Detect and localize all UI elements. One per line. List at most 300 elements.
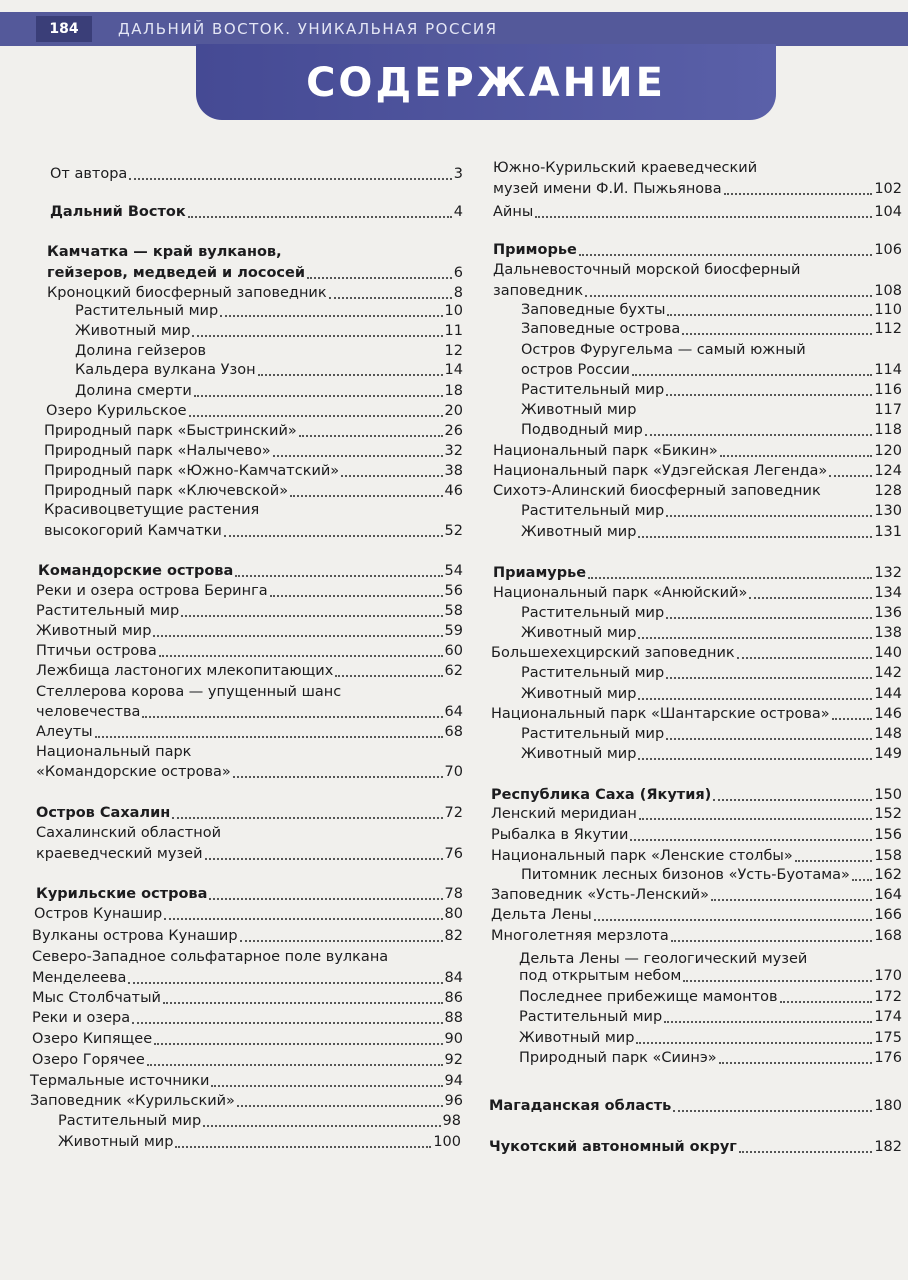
toc-entry-title: Приморье [493, 242, 577, 258]
toc-entry-title: Растительный мир [521, 605, 665, 621]
toc-entry-page: 130 [874, 503, 902, 519]
toc-entry[interactable] [521, 686, 902, 703]
toc-entry-title: Рыбалка в Якутии [491, 827, 629, 843]
toc-entry-title: Национальный парк «Ленские столбы» [491, 848, 793, 864]
toc-entry-page: 64 [444, 704, 463, 720]
toc-entry-page: 54 [444, 563, 463, 579]
toc-entry-title: Озеро Горячее [32, 1052, 145, 1068]
toc-entry-first-line: Дальневосточный морской биосферный [493, 262, 801, 278]
toc-entry[interactable] [38, 563, 463, 580]
toc-entry[interactable] [32, 990, 463, 1007]
toc-entry-page: 182 [874, 1139, 902, 1155]
toc-entry-page: 38 [444, 463, 463, 479]
toc-entry-page: 80 [444, 906, 463, 922]
dot-leader [188, 215, 452, 218]
toc-entry-page: 58 [444, 603, 463, 619]
dot-leader [638, 757, 872, 760]
dot-leader [163, 1001, 443, 1004]
dot-leader [666, 616, 872, 619]
toc-entry-title: Чукотский автономный округ [489, 1139, 737, 1155]
toc-entry-title: Большехехцирский заповедник [491, 645, 735, 661]
toc-entry[interactable] [44, 423, 463, 440]
dot-leader [829, 474, 872, 477]
toc-entry[interactable] [519, 968, 902, 985]
toc-entry[interactable] [36, 663, 463, 680]
toc-entry-page: 104 [874, 204, 902, 220]
toc-entry-page: 166 [874, 907, 902, 923]
toc-entry-first-line: Камчатка — край вулканов, [47, 244, 282, 260]
dot-leader [237, 1104, 443, 1107]
toc-entry-page: 6 [453, 265, 463, 281]
toc-entry-page: 134 [874, 585, 902, 601]
toc-entry-title: Менделеева [32, 970, 127, 986]
toc-entry[interactable] [75, 383, 463, 400]
toc-entry[interactable] [491, 827, 902, 844]
dot-leader [129, 177, 451, 180]
toc-entry-title: Растительный мир [519, 1009, 663, 1025]
toc-entry-page: 100 [433, 1134, 461, 1150]
dot-leader [299, 434, 443, 437]
toc-entry-page: 140 [874, 645, 902, 661]
toc-entry[interactable] [36, 603, 463, 620]
toc-entry[interactable] [36, 623, 463, 640]
dot-leader [645, 433, 873, 436]
toc-entry-first-line: Северо-Западное сольфатарное поле вулкана [32, 949, 389, 965]
toc-entry-page: 112 [874, 321, 902, 337]
toc-entry-title: Курильские острова [36, 886, 208, 902]
dot-leader [737, 656, 873, 659]
toc-entry-page: 78 [444, 886, 463, 902]
dot-leader [172, 816, 442, 819]
toc-entry-page: 149 [874, 746, 902, 762]
toc-entry-title: Мыс Столбчатый [32, 990, 161, 1006]
dot-leader [181, 614, 442, 617]
dot-leader [594, 918, 873, 921]
toc-entry[interactable] [493, 585, 902, 602]
toc-entry-title: Птичьи острова [36, 643, 157, 659]
toc-entry-title: Животный мир [521, 402, 637, 418]
toc-entry[interactable] [489, 1139, 902, 1156]
dot-leader [224, 534, 443, 537]
dot-leader [192, 334, 442, 337]
toc-entry[interactable] [44, 463, 463, 480]
toc-entry-title: Национальный парк «Анюйский» [493, 585, 748, 601]
toc-entry-page: 136 [874, 605, 902, 621]
toc-entry-title: музей имени Ф.И. Пыжьянова [493, 181, 722, 197]
toc-entry-title: Животный мир [521, 686, 637, 702]
toc-entry-page: 11 [444, 323, 463, 339]
toc-entry-title: Ленский меридиан [491, 806, 637, 822]
toc-entry-first-line: Красивоцветущие растения [44, 502, 260, 518]
toc-entry-page: 144 [874, 686, 902, 702]
toc-entry-page: 152 [874, 806, 902, 822]
toc-entry-page: 88 [444, 1010, 463, 1026]
toc-entry-page: 132 [874, 565, 902, 581]
toc-entry-page: 156 [874, 827, 902, 843]
toc-entry-title: Приамурье [493, 565, 587, 581]
toc-entry-page: 52 [444, 523, 463, 539]
dot-leader [154, 1042, 442, 1045]
toc-entry-title: Республика Саха (Якутия) [491, 787, 712, 803]
toc-entry-first-line: Южно-Курильский краеведческий [493, 160, 758, 176]
toc-entry-first-line: Остров Фуругельма — самый южный [521, 342, 806, 358]
toc-entry[interactable] [521, 605, 902, 622]
toc-entry-page: 68 [444, 724, 463, 740]
toc-entry-page: 142 [874, 665, 902, 681]
toc-entry[interactable] [36, 805, 463, 822]
toc-entry-title: Заповедные бухты [521, 302, 666, 318]
toc-entry-page: 3 [453, 166, 463, 182]
dot-leader [535, 215, 872, 218]
dot-leader [341, 474, 442, 477]
dot-leader [683, 979, 872, 982]
toc-entry[interactable] [493, 483, 902, 500]
toc-entry[interactable] [32, 970, 463, 987]
toc-entry-page: 118 [874, 422, 902, 438]
toc-entry[interactable] [32, 1010, 463, 1027]
toc-entry-title: краеведческий музей [36, 846, 203, 862]
toc-entry[interactable] [489, 1098, 902, 1115]
dot-leader [667, 313, 872, 316]
toc-entry-page: 108 [874, 283, 902, 299]
toc-entry[interactable] [521, 867, 902, 884]
toc-entry-title: Кроноцкий биосферный заповедник [47, 285, 327, 301]
toc-entry[interactable] [58, 1113, 461, 1130]
dot-leader [270, 594, 443, 597]
toc-entry-title: Животный мир [521, 625, 637, 641]
toc-entry-title: Командорские острова [38, 563, 234, 579]
toc-entry-title: Кальдера вулкана Узон [75, 362, 256, 378]
toc-entry[interactable] [519, 1030, 902, 1047]
toc-entry-page: 20 [444, 403, 463, 419]
toc-entry-title: Термальные источники [30, 1073, 210, 1089]
toc-entry[interactable] [75, 303, 463, 320]
toc-entry[interactable] [521, 726, 902, 743]
toc-entry-title: Последнее прибежище мамонтов [519, 989, 778, 1005]
toc-entry[interactable] [519, 989, 902, 1006]
dot-leader [852, 878, 872, 881]
dot-leader [638, 415, 872, 416]
toc-entry-title: Озеро Курильское [46, 403, 187, 419]
dot-leader [175, 1145, 431, 1148]
book-title: ДАЛЬНИЙ ВОСТОК. УНИКАЛЬНАЯ РОССИЯ [118, 20, 498, 38]
toc-entry[interactable] [521, 321, 902, 338]
toc-entry[interactable] [521, 382, 902, 399]
dot-leader [194, 394, 443, 397]
toc-entry[interactable] [491, 887, 902, 904]
toc-entry-page: 175 [874, 1030, 902, 1046]
toc-entry[interactable] [36, 764, 463, 781]
toc-entry-page: 62 [444, 663, 463, 679]
toc-entry-page: 60 [444, 643, 463, 659]
toc-entry[interactable] [521, 422, 902, 439]
dot-leader [823, 496, 873, 497]
toc-entry[interactable] [46, 403, 463, 420]
toc-entry-page: 56 [444, 583, 463, 599]
dot-leader [164, 917, 442, 920]
dot-leader [638, 636, 872, 639]
toc-entry[interactable] [44, 443, 463, 460]
toc-entry-title: под открытым небом [519, 968, 682, 984]
dot-leader [233, 775, 443, 778]
toc-entry-page: 170 [874, 968, 902, 984]
dot-leader [666, 514, 872, 517]
toc-entry[interactable] [521, 665, 902, 682]
toc-entry-title: Озеро Кипящее [32, 1031, 153, 1047]
toc-entry-title: Остров Сахалин [36, 805, 171, 821]
toc-entry-page: 12 [444, 343, 463, 359]
toc-entry-page: 32 [444, 443, 463, 459]
toc-entry-title: Вулканы острова Кунашир [32, 928, 238, 944]
toc-entry-title: Растительный мир [521, 665, 665, 681]
toc-entry[interactable] [521, 625, 902, 642]
dot-leader [749, 596, 872, 599]
dot-leader [666, 393, 872, 396]
toc-entry-title: Животный мир [75, 323, 191, 339]
toc-entry[interactable] [521, 503, 902, 520]
dot-leader [666, 737, 872, 740]
dot-leader [335, 674, 442, 677]
toc-entry-page: 84 [444, 970, 463, 986]
toc-entry-page: 18 [444, 383, 463, 399]
toc-entry[interactable] [491, 848, 902, 865]
toc-entry-first-line: Стеллерова корова — упущенный шанс [36, 684, 342, 700]
toc-entry[interactable] [32, 1031, 463, 1048]
toc-entry[interactable] [493, 565, 902, 582]
toc-entry[interactable] [521, 362, 902, 379]
toc-entry-title: человечества [36, 704, 141, 720]
toc-entry[interactable] [47, 285, 463, 302]
toc-entry[interactable] [521, 746, 902, 763]
toc-entry[interactable] [493, 283, 902, 300]
dot-leader [632, 373, 872, 376]
toc-entry[interactable] [30, 1093, 463, 1110]
toc-entry[interactable] [493, 463, 902, 480]
toc-entry[interactable] [36, 643, 463, 660]
toc-entry[interactable] [491, 787, 902, 804]
toc-entry[interactable] [521, 402, 902, 419]
dot-leader [132, 1021, 442, 1024]
toc-entry[interactable] [493, 443, 902, 460]
toc-entry[interactable] [519, 1050, 902, 1067]
toc-entry-page: 59 [444, 623, 463, 639]
toc-entry[interactable] [44, 523, 463, 540]
toc-entry-title: Растительный мир [58, 1113, 202, 1129]
toc-entry-page: 4 [453, 204, 463, 220]
toc-entry-title: Долина гейзеров [75, 343, 207, 359]
toc-entry-page: 120 [874, 443, 902, 459]
toc-entry-page: 72 [444, 805, 463, 821]
dot-leader [832, 717, 873, 720]
toc-entry[interactable] [36, 724, 463, 741]
toc-entry-title: остров России [521, 362, 630, 378]
toc-entry-page: 102 [874, 181, 902, 197]
dot-leader [211, 1084, 442, 1087]
dot-leader [719, 1061, 873, 1064]
toc-entry-title: Растительный мир [75, 303, 219, 319]
toc-entry-title: Лежбища ластоногих млекопитающих [36, 663, 334, 679]
toc-entry-page: 76 [444, 846, 463, 862]
toc-entry-title: Заповедник «Усть-Ленский» [491, 887, 709, 903]
toc-entry[interactable] [491, 645, 902, 662]
dot-leader [673, 1109, 872, 1112]
toc-entry-title: Природный парк «Сиинэ» [519, 1050, 717, 1066]
toc-entry-title: Реки и озера острова Беринга [36, 583, 268, 599]
toc-entry[interactable] [44, 483, 463, 500]
toc-entry[interactable] [493, 204, 902, 221]
toc-entry[interactable] [491, 907, 902, 924]
toc-entry-title: Природный парк «Налычево» [44, 443, 271, 459]
toc-entry[interactable] [521, 524, 902, 541]
dot-leader [159, 654, 443, 657]
toc-entry-page: 117 [874, 402, 902, 418]
toc-entry-page: 114 [874, 362, 902, 378]
dot-leader [713, 798, 872, 801]
toc-entry-title: Животный мир [521, 746, 637, 762]
toc-entry-page: 110 [874, 302, 902, 318]
dot-leader [630, 838, 872, 841]
toc-entry-title: Животный мир [519, 1030, 635, 1046]
toc-entry-title: высокогорий Камчатки [44, 523, 222, 539]
toc-entry-page: 116 [874, 382, 902, 398]
dot-leader [664, 1020, 872, 1023]
dot-leader [666, 676, 872, 679]
toc-entry-title: Национальный парк «Шантарские острова» [491, 706, 830, 722]
toc-entry-page: 148 [874, 726, 902, 742]
toc-entry-page: 96 [444, 1093, 463, 1109]
toc-entry[interactable] [50, 166, 463, 183]
dot-leader [209, 897, 442, 900]
toc-entry-title: Реки и озера [32, 1010, 131, 1026]
toc-entry-page: 172 [874, 989, 902, 1005]
toc-entry[interactable] [36, 886, 463, 903]
toc-entry-title: Подводный мир [521, 422, 643, 438]
toc-entry-title: Растительный мир [521, 382, 665, 398]
toc-entry[interactable] [34, 906, 463, 923]
toc-entry[interactable] [75, 362, 463, 379]
dot-leader [720, 454, 873, 457]
toc-entry-page: 82 [444, 928, 463, 944]
dot-leader [711, 898, 872, 901]
toc-entry-title: Долина смерти [75, 383, 192, 399]
toc-entry[interactable] [30, 1073, 463, 1090]
toc-entry-page: 98 [442, 1113, 461, 1129]
toc-entry-title: Растительный мир [36, 603, 180, 619]
toc-entry-title: Животный мир [521, 524, 637, 540]
toc-entry-title: Растительный мир [521, 726, 665, 742]
toc-entry-first-line: Сахалинский областной [36, 825, 221, 841]
dot-leader [682, 332, 872, 335]
dot-leader [235, 574, 442, 577]
toc-entry-title: Природный парк «Южно-Камчатский» [44, 463, 340, 479]
toc-entry-page: 124 [874, 463, 902, 479]
toc-entry-first-line: Дельта Лены — геологический музей [519, 951, 808, 967]
toc-entry[interactable] [491, 706, 902, 723]
toc-entry[interactable] [36, 583, 463, 600]
toc-entry-page: 26 [444, 423, 463, 439]
toc-entry[interactable] [36, 846, 463, 863]
toc-entry-title: Дальний Восток [50, 204, 186, 220]
toc-entry[interactable] [493, 242, 902, 259]
toc-entry[interactable] [519, 1009, 902, 1026]
toc-entry-title: Многолетняя мерзлота [491, 928, 669, 944]
dot-leader [638, 697, 872, 700]
dot-leader [724, 192, 873, 195]
toc-entry[interactable] [491, 806, 902, 823]
toc-entry[interactable] [491, 928, 902, 945]
toc-entry[interactable] [75, 323, 463, 340]
dot-leader [780, 1000, 873, 1003]
toc-entry-page: 180 [874, 1098, 902, 1114]
toc-entry[interactable] [36, 704, 463, 721]
toc-entry-title: Животный мир [58, 1134, 174, 1150]
toc-entry-page: 92 [444, 1052, 463, 1068]
dot-leader [240, 939, 443, 942]
dot-leader [203, 1124, 440, 1127]
dot-leader [739, 1150, 872, 1153]
toc-entry-title: Питомник лесных бизонов «Усть-Буотама» [521, 867, 850, 883]
toc-entry-page: 164 [874, 887, 902, 903]
toc-entry-page: 158 [874, 848, 902, 864]
toc-entry[interactable] [47, 265, 463, 282]
toc-entry-page: 94 [444, 1073, 463, 1089]
toc-entry-page: 138 [874, 625, 902, 641]
page-number: 184 [36, 16, 92, 42]
toc-entry-page: 90 [444, 1031, 463, 1047]
toc-entry-page: 106 [874, 242, 902, 258]
dot-leader [585, 294, 872, 297]
toc-entry[interactable] [32, 928, 463, 945]
toc-entry[interactable] [32, 1052, 463, 1069]
toc-entry-page: 174 [874, 1009, 902, 1025]
toc-entry[interactable] [58, 1134, 461, 1151]
toc-entry-page: 168 [874, 928, 902, 944]
dot-leader [588, 576, 872, 579]
dot-leader [205, 857, 443, 860]
dot-leader [329, 296, 452, 299]
toc-entry[interactable] [75, 343, 463, 360]
toc-entry-title: Животный мир [36, 623, 152, 639]
toc-entry-title: От автора [50, 166, 128, 182]
toc-entry-page: 8 [453, 285, 463, 301]
toc-entry-page: 86 [444, 990, 463, 1006]
toc-entry-title: Природный парк «Быстринский» [44, 423, 297, 439]
toc-entry-page: 150 [874, 787, 902, 803]
toc-entry-title: заповедник [493, 283, 584, 299]
toc-entry-title: Природный парк «Ключевской» [44, 483, 289, 499]
toc-entry-page: 46 [444, 483, 463, 499]
toc-entry[interactable] [493, 181, 902, 198]
toc-entry-title: Остров Кунашир [34, 906, 163, 922]
toc-entry[interactable] [521, 302, 902, 319]
dot-leader [208, 356, 442, 357]
toc-entry-title: Заповедные острова [521, 321, 681, 337]
toc-entry-page: 146 [874, 706, 902, 722]
dot-leader [128, 981, 442, 984]
toc-entry-page: 14 [444, 362, 463, 378]
toc-entry-first-line: Национальный парк [36, 744, 192, 760]
toc-entry-title: Заповедник «Курильский» [30, 1093, 235, 1109]
toc-entry-title: Сихотэ-Алинский биосферный заповедник [493, 483, 821, 499]
toc-entry-title: Растительный мир [521, 503, 665, 519]
dot-leader [795, 859, 873, 862]
dot-leader [290, 494, 442, 497]
toc-entry-page: 128 [874, 483, 902, 499]
dot-leader [147, 1063, 443, 1066]
toc-entry-title: Алеуты [36, 724, 93, 740]
toc-entry-page: 70 [444, 764, 463, 780]
toc-entry[interactable] [50, 204, 463, 221]
